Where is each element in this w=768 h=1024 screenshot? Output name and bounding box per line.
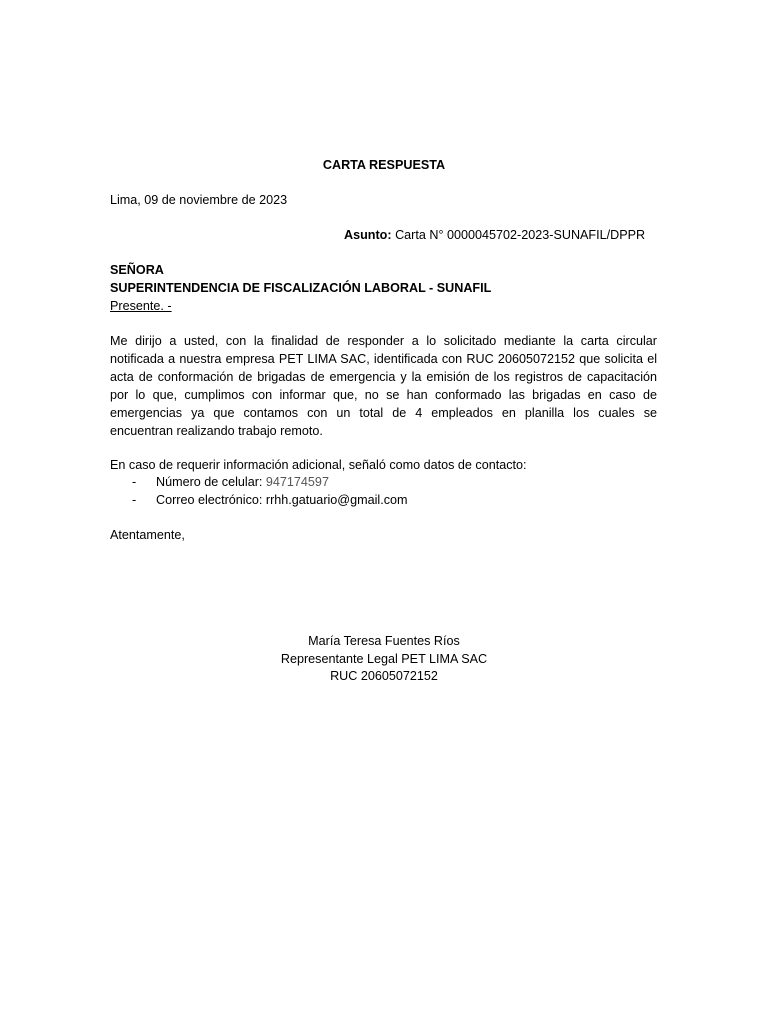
recipient-presente: Presente. - [110,299,172,313]
contact-intro: En caso de requerir información adicional, señaló como datos de contacto: [110,458,527,472]
body-line: Me dirijo a usted, con la finalidad de responder a lo solicitado mediante la carta circular [110,334,657,348]
signature-name: María Teresa Fuentes Ríos [308,634,460,648]
recipient-organization: SUPERINTENDENCIA DE FISCALIZACIÓN LABORAL - SUNAFIL [110,281,492,295]
contact-email-label: Correo electrónico: [156,493,266,507]
signature-ruc: RUC 20605072152 [330,669,438,683]
letter-body [110,332,657,440]
letter-title: CARTA RESPUESTA [322,158,446,172]
body-line: por lo que, cumplimos con informar que, no se han conformado las brigadas en caso de [110,388,657,402]
bullet-dash: - [132,475,137,489]
letter-subject [344,226,645,244]
body-line: notificada a nuestra empresa PET LIMA SAC, identificada con RUC 20605072152 que solicita el [110,352,657,366]
subject-value: Carta N° 0000045702-2023-SUNAFIL/DPPR [391,228,646,242]
recipient-salutation: SEÑORA [110,263,164,277]
contact-phone-value: 947174597 [265,475,329,489]
contact-phone-label: Número de celular: [156,475,266,489]
body-line: encuentran realizando trabajo remoto. [110,424,323,438]
signature-role: Representante Legal PET LIMA SAC [280,652,488,666]
subject-label: Asunto: [344,228,392,242]
body-line: emergencias ya que contamos con un total de 4 empleados en planilla los cuales se [110,406,657,420]
bullet-dash: - [132,493,137,507]
contact-email-value: rrhh.gatuario@gmail.com [265,493,408,507]
letter-date: Lima, 09 de noviembre de 2023 [110,193,288,207]
body-line: acta de conformación de brigadas de emergencia y la emisión de los registros de capacitación [110,370,657,384]
letter-closing: Atentamente, [110,528,185,542]
